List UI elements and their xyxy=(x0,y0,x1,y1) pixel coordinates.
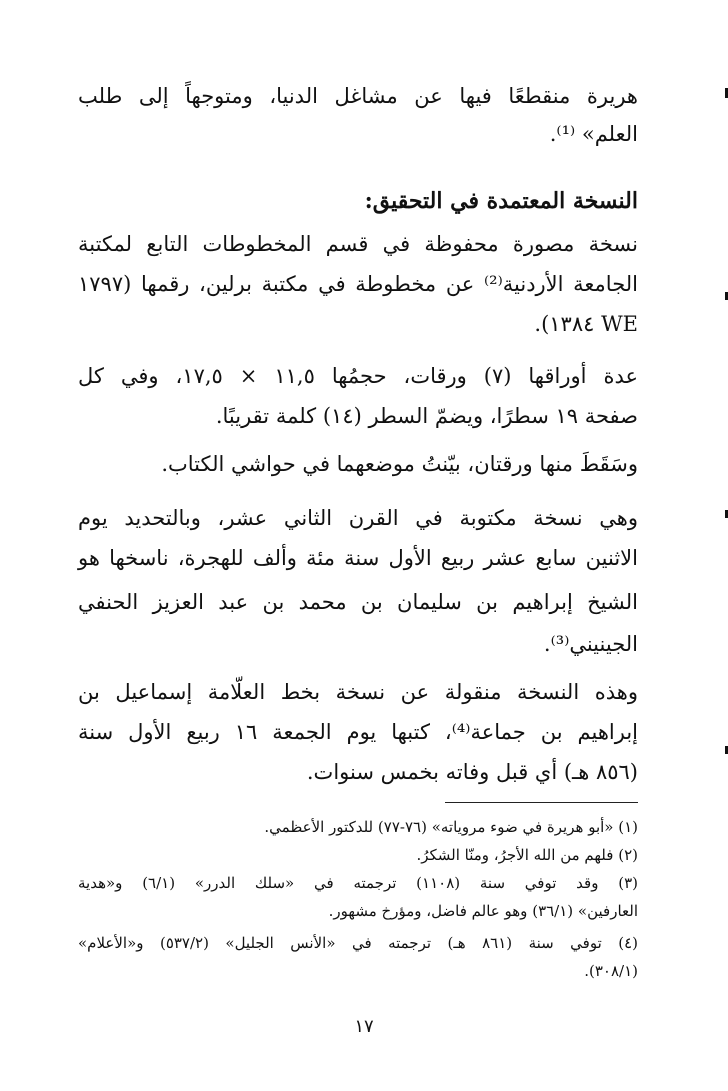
footnote: (٢) فلهم من الله الأجرُ، ومنّا الشكرُ. xyxy=(416,846,638,864)
footnote: العارفين» (٣٦/١) وهو عالم فاضل، ومؤرخ مشهور. xyxy=(328,902,638,920)
body-line: WE ١٣٨٤). xyxy=(534,312,638,336)
body-line: (٨٥٦ هـ) أي قبل وفاته بخمس سنوات. xyxy=(306,760,638,784)
footnote: (٣٠٨/١). xyxy=(584,962,638,980)
body-line: هريرة منقطعًا فيها عن مشاغل الدنيا، ومتوجهاً إلى طلب xyxy=(78,84,638,108)
body-line: الجينيني⁽³⁾. xyxy=(543,632,638,656)
footnote-separator xyxy=(445,802,638,803)
body-line: نسخة مصورة محفوظة في قسم المخطوطات التابع لمكتبة xyxy=(78,232,638,256)
body-line: الاثنين سابع عشر ربيع الأول سنة مئة وألف للهجرة، ناسخها هو xyxy=(78,546,638,570)
footnote: (٤) توفي سنة (٨٦١ هـ) ترجمته في «الأنس الجليل» (٥٣٧/٢) و«الأعلام» xyxy=(78,934,638,952)
body-line: عدة أوراقها (٧) ورقات، حجمُها ١١,٥ × ١٧,٥، وفي كل xyxy=(78,364,638,388)
body-line: إبراهيم بن جماعة⁽⁴⁾، كتبها يوم الجمعة ١٦ ربيع الأول سنة xyxy=(78,720,638,744)
body-line: صفحة ١٩ سطرًا، ويضمّ السطر (١٤) كلمة تقريبًا. xyxy=(215,404,638,428)
footnote: (٣) وقد توفي سنة (١١٠٨) ترجمته في «سلك الدرر» (٦/١) و«هدية xyxy=(78,874,638,892)
body-line: وسَقَطَ منها ورقتان، بيّنتُ موضعهما في حواشي الكتاب. xyxy=(161,452,638,476)
footnote: (١) «أبو هريرة في ضوء مروياته» (٧٦-٧٧) للدكتور الأعظمي. xyxy=(264,818,638,836)
body-line: العلم» ⁽¹⁾. xyxy=(549,122,638,146)
body-line: وهذه النسخة منقولة عن نسخة بخط العلّامة إسماعيل بن xyxy=(78,680,638,704)
body-line: الجامعة الأردنية⁽²⁾ عن مخطوطة في مكتبة برلين، رقمها (١٧٩٧ xyxy=(78,272,638,296)
body-line: وهي نسخة مكتوبة في القرن الثاني عشر، وبالتحديد يوم xyxy=(78,506,638,530)
page-number: ١٧ xyxy=(354,1016,374,1037)
section-heading: النسخة المعتمدة في التحقيق: xyxy=(364,188,638,214)
body-line: الشيخ إبراهيم بن سليمان بن محمد بن عبد العزيز الحنفي xyxy=(78,590,638,614)
